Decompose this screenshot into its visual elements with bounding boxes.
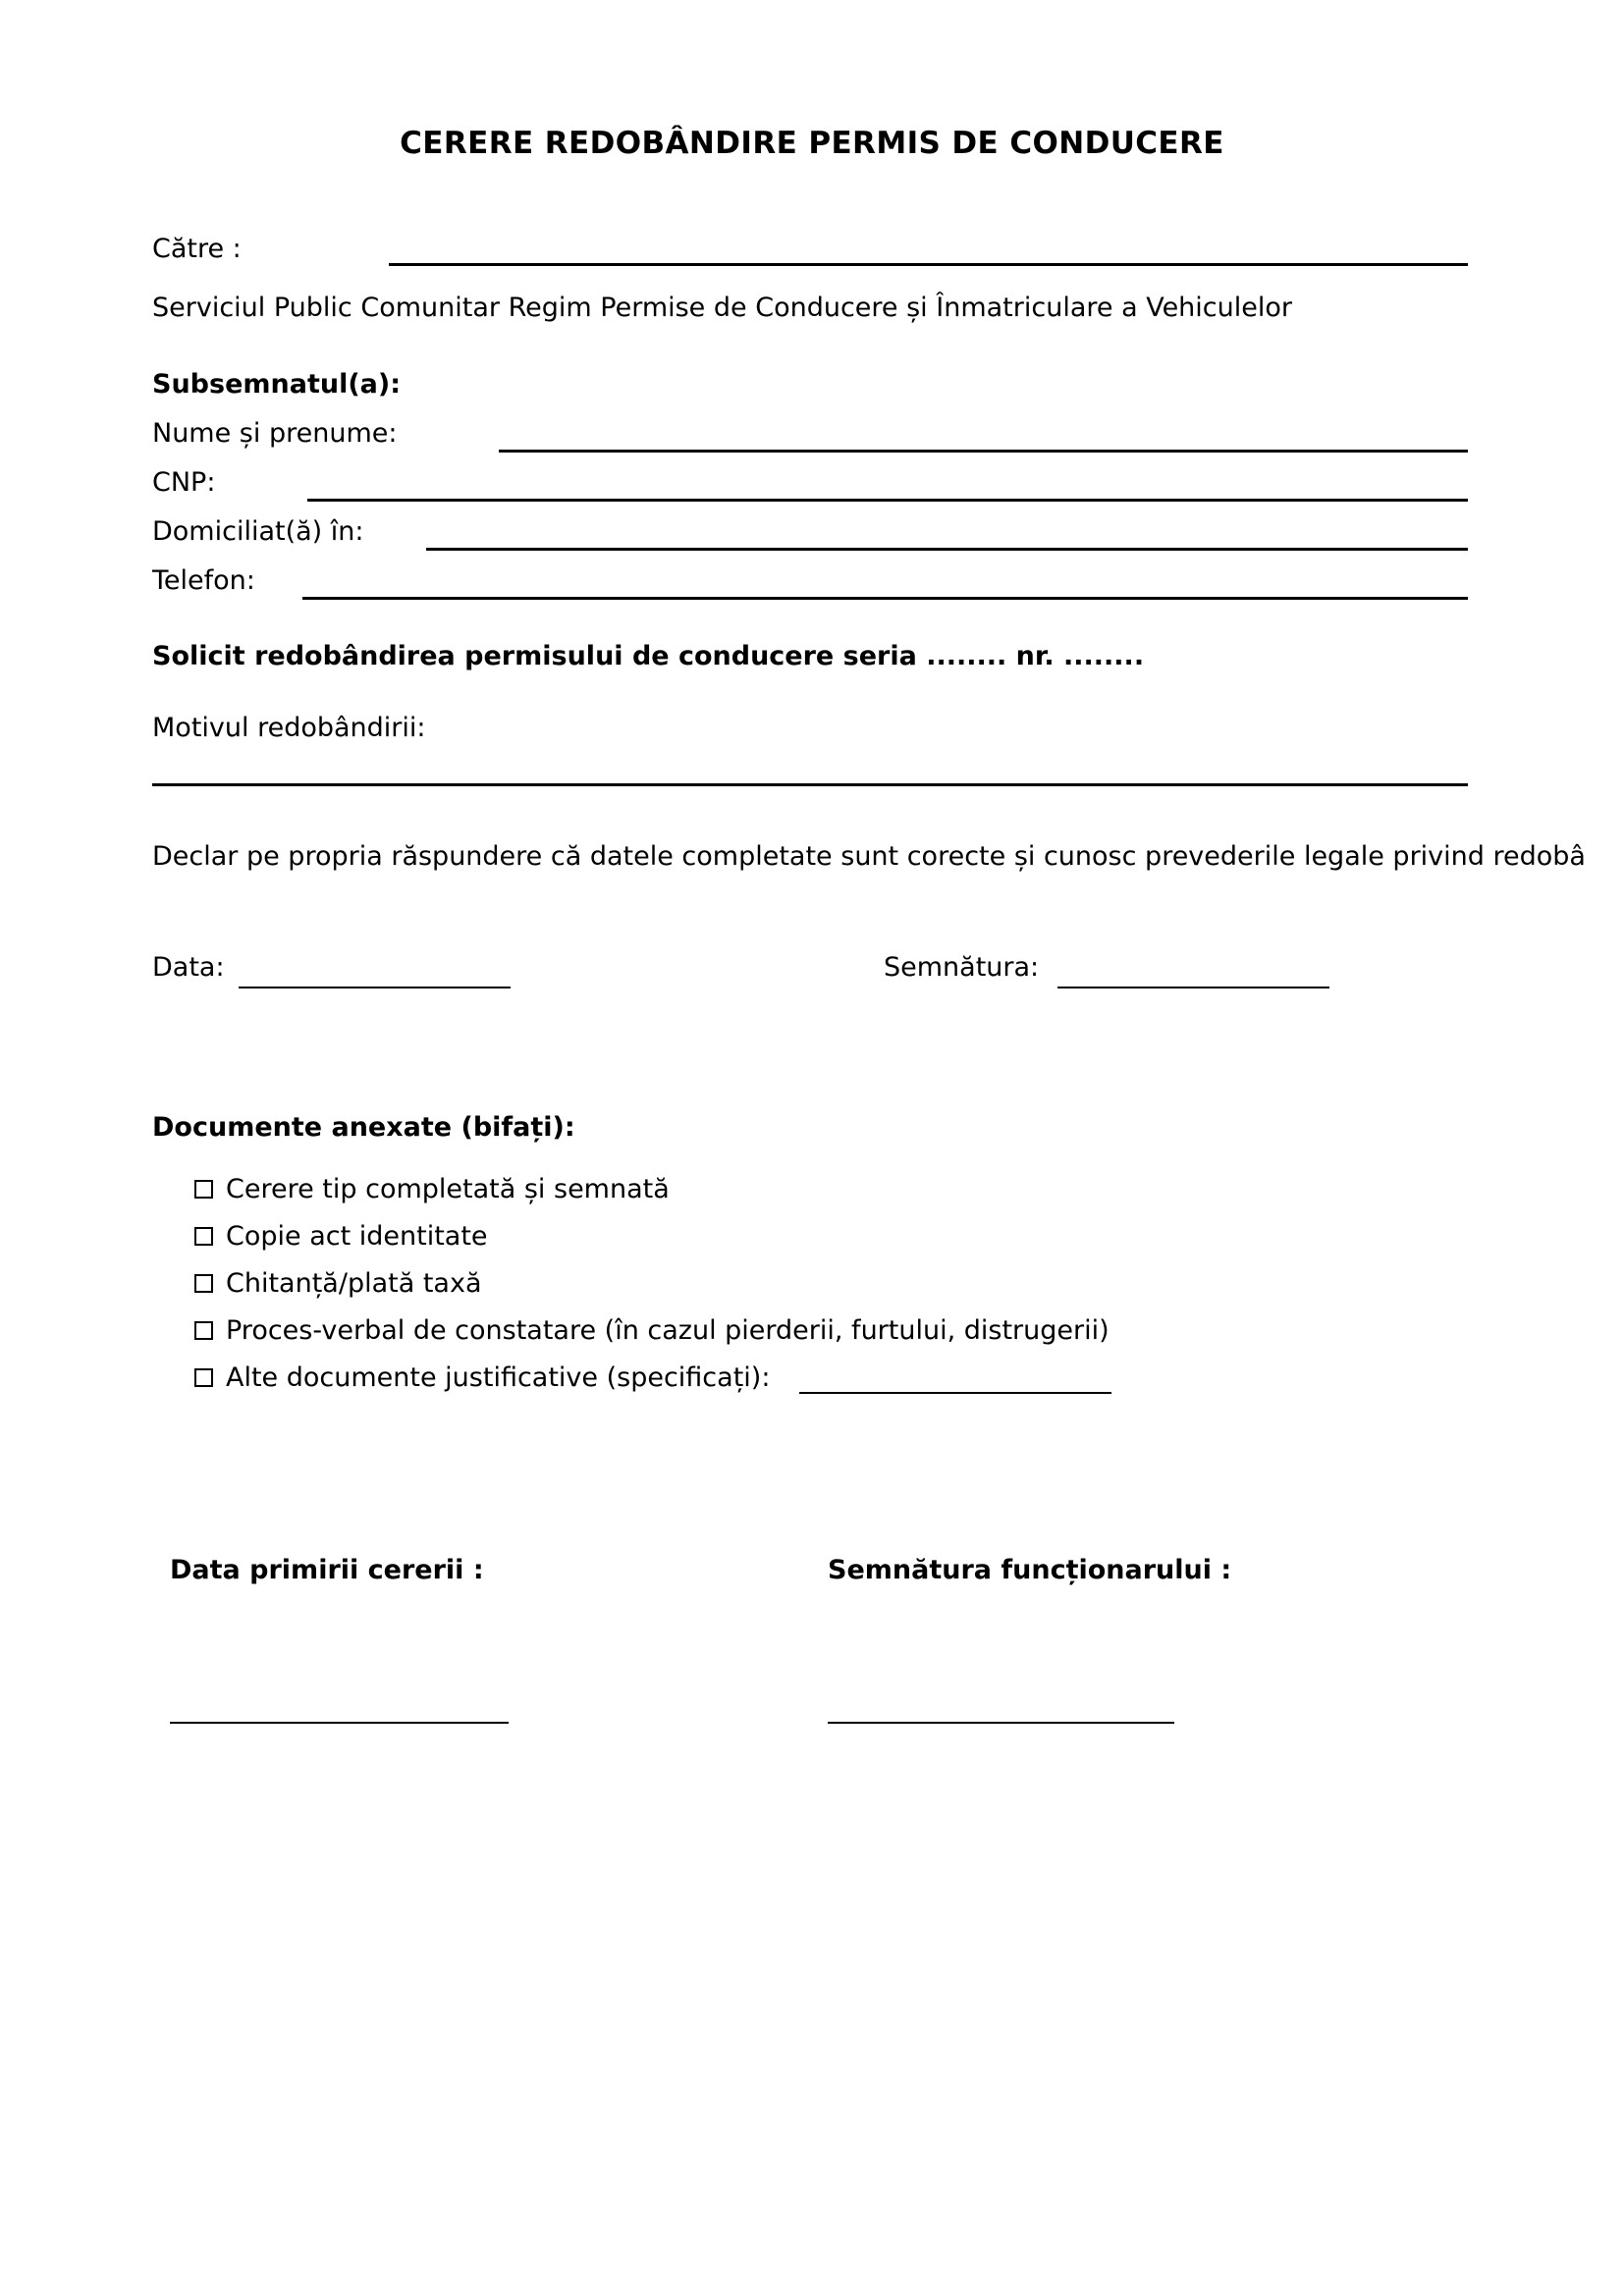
addressee-label: Către : [152, 234, 242, 264]
attachment-label: Proces-verbal de constatare (în cazul pierderii, furtului, distrugerii) [226, 1315, 1110, 1346]
signature-label: Semnătura: [884, 952, 1040, 983]
attachment-label: Chitanță/plată taxă [226, 1268, 482, 1299]
addressee-input-line[interactable] [389, 263, 1468, 266]
date-input-line[interactable] [239, 987, 511, 988]
field-input-full-name[interactable] [499, 450, 1468, 453]
officer-signature-input-line[interactable] [828, 1722, 1174, 1724]
checkbox-icon[interactable] [194, 1180, 213, 1199]
signature-input-line[interactable] [1057, 987, 1329, 988]
request-statement: Solicit redobândirea permisului de conducere seria ........ nr. ........ [152, 641, 1145, 671]
attachment-item-5[interactable] [194, 1362, 770, 1393]
officer-signature-label: Semnătura funcționarului : [828, 1555, 1232, 1585]
attachment-item-2[interactable] [194, 1221, 488, 1252]
field-label-address: Domiciliat(ă) în: [152, 516, 364, 547]
page-title: CERERE REDOBÂNDIRE PERMIS DE CONDUCERE [400, 126, 1224, 161]
field-label-phone: Telefon: [152, 565, 255, 596]
reason-input-line[interactable] [152, 783, 1468, 786]
received-date-label: Data primirii cererii : [170, 1555, 484, 1585]
attachments-heading: Documente anexate (bifați): [152, 1112, 575, 1143]
attachment-item-4[interactable] [194, 1315, 1110, 1346]
attachment-item-1[interactable] [194, 1174, 670, 1204]
received-date-input-line[interactable] [170, 1722, 509, 1724]
field-input-address[interactable] [426, 548, 1468, 551]
attachment-label: Cerere tip completată și semnată [226, 1174, 670, 1204]
field-label-full-name: Nume și prenume: [152, 418, 398, 449]
addressee-institution: Serviciul Public Comunitar Regim Permise de Conducere și Înmatriculare a Vehiculelor [152, 293, 1292, 323]
checkbox-icon[interactable] [194, 1274, 213, 1293]
attachment-label: Copie act identitate [226, 1221, 488, 1252]
attachment-label: Alte documente justificative (specificați): [226, 1362, 771, 1393]
reason-label: Motivul redobândirii: [152, 713, 426, 743]
field-label-cnp: CNP: [152, 467, 216, 498]
field-input-phone[interactable] [302, 597, 1468, 600]
checkbox-icon[interactable] [194, 1321, 213, 1340]
applicant-heading: Subsemnatul(a): [152, 369, 402, 400]
declaration-text: Declar pe propria răspundere că datele completate sunt corecte și cunosc prevederile legale privind redobâ [152, 841, 1586, 872]
checkbox-icon[interactable] [194, 1227, 213, 1246]
checkbox-icon[interactable] [194, 1368, 213, 1387]
field-input-cnp[interactable] [307, 499, 1468, 502]
date-label: Data: [152, 952, 225, 983]
attachment-item-3[interactable] [194, 1268, 482, 1299]
attachment-other-input-line[interactable] [799, 1392, 1111, 1394]
